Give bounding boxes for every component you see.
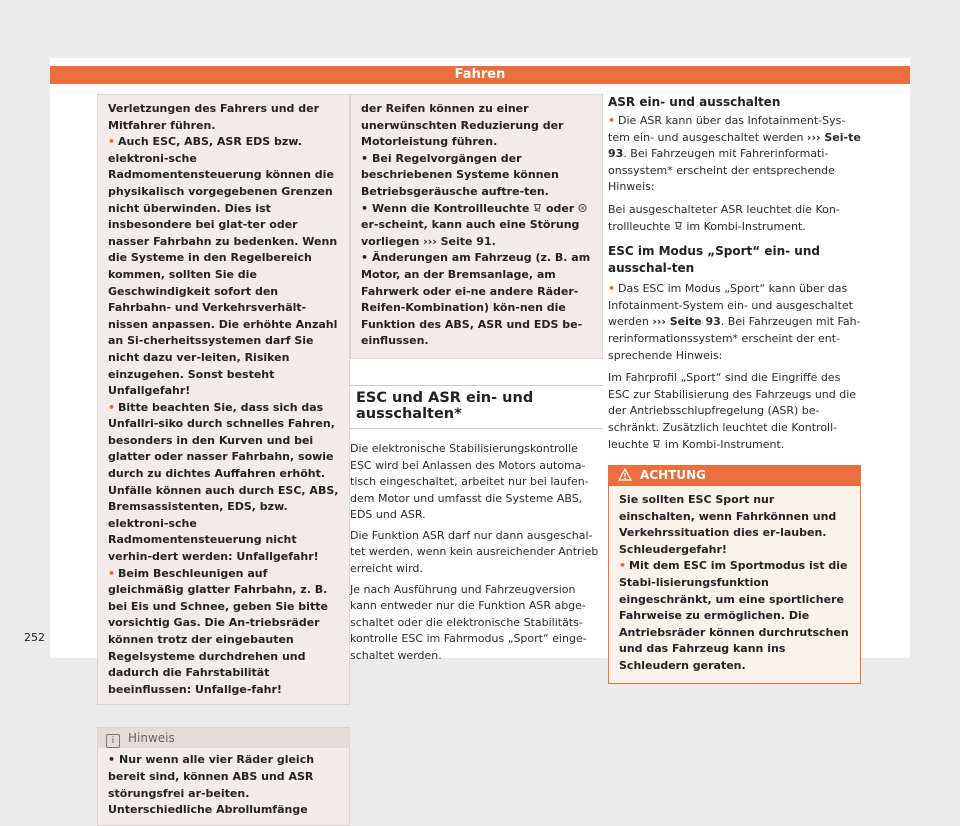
subheading: ESC im Modus „Sport“ ein- und ausschal-ten: [608, 244, 820, 276]
bullet-icon: •: [361, 251, 369, 265]
column-3: [608, 94, 861, 684]
page-link[interactable]: ››› Sei-te 93: [608, 130, 861, 161]
asr-off-icon: [674, 221, 683, 231]
paragraph: Bei ausgeschalteter ASR leuchtet die Kon-trollleuchte im Kombi-Instrument.: [608, 202, 840, 233]
hint-bullet: • Bei Regelvorgängen der beschriebenen Systeme können Betriebsgeräusche auftre-ten.: [361, 151, 559, 198]
warning-body: [608, 485, 861, 684]
warning-text: Sie sollten ESC Sport nur einschalten, wenn Fahrkönnen und Verkehrssituation dies er-lauben. Schleudergefahr!: [619, 493, 837, 556]
hint-header: i Hinweis: [98, 728, 349, 748]
subheading: ASR ein- und ausschalten: [608, 95, 781, 109]
abs-warning-icon: [578, 203, 587, 213]
bullet-icon: •: [108, 400, 116, 414]
paragraph: Im Fahrprofil „Sport“ sind die Eingriffe des ESC zur Stabilisierung des Fahrzeugs und die der Antriebsschlupfregelung (ASR) be-schränkt. Zusätzlich leuchtet die Kontroll-leuchte im Kombi-Instrument.: [608, 371, 857, 451]
warning-bullet: • Mit dem ESC im Sportmodus ist die Stabi-lisierungsfunktion eingeschränkt, um eine sportlichere Fahrweise zu ermöglichen. Die Antriebsräder können durchrutschen und das Fahrzeug kann ins Schleudern geraten.: [619, 559, 849, 673]
bullet-paragraph: • Die ASR kann über das Infotainment-Sys-tem ein- und ausgeschaltet werden ››› Sei-te 93. Bei Fahrzeugen mit Fahrerinformati-onssystem* erscheint der entsprechende Hinweis:: [608, 114, 861, 194]
warning-bullet: • Beim Beschleunigen auf gleichmäßig glatter Fahrbahn, z. B. bei Eis und Schnee, geben Sie bitte vorsichtig Gas. Die An-triebsräder können trotz der eingebauten Regelsysteme durchdrehen und dadurch die Fahrstabilität beeinflussen: Unfallge-fahr!: [108, 566, 328, 696]
warning-text: Verletzungen des Fahrers und der Mitfahrer führen.: [108, 102, 319, 132]
paragraph: Die elektronische Stabilisierungskontrolle ESC wird bei Anlassen des Motors automa-tisch eingeschaltet, arbeitet nur bei laufen-dem Motor und umfasst die Systeme ABS, EDS und ASR.: [350, 441, 589, 522]
esc-sport-icon: [652, 439, 661, 449]
paragraph: Je nach Ausführung und Fahrzeugversion kann entweder nur die Funktion ASR abge-schaltet oder die elektronische Stabilitäts-kontrolle ESC im Fahrmodus „Sport“ einge-schaltet werden.: [350, 582, 587, 663]
column-2: [350, 94, 603, 665]
hint-text: der Reifen können zu einer unerwünschten Reduzierung der Motorleistung führen.: [361, 102, 564, 149]
warning-triangle-icon: [618, 468, 632, 481]
bullet-icon: •: [608, 114, 616, 127]
page-link[interactable]: ››› Seite 91.: [423, 234, 496, 248]
page-link[interactable]: ››› Seite 93: [652, 315, 721, 329]
column-1: [97, 94, 350, 826]
bullet-icon: •: [108, 135, 116, 149]
warning-bullet: • Auch ESC, ABS, ASR EDS bzw. elektroni-sche Radmomentensteuerung können die physikalisch vorgegebenen Grenzen nicht überwinden. Dies ist insbesondere bei glat-ter oder nasser Fahrbahn zu bedenken. Wenn die Systeme in den Regelbereich kommen, sollten Sie die Geschwindigkeit sofort den Fahrbahn- und Verkehrsverhält-nissen anpassen. Die erhöhte Anzahl an Si-cherheitssystemen darf Sie nicht dazu ver-leiten, Risiken einzugehen. Sonst besteht Unfallgefahr!: [108, 135, 338, 398]
warning-continuation-box: [97, 94, 350, 705]
hint-bullet: • Änderungen am Fahrzeug (z. B. am Motor, an der Bremsanlage, am Fahrwerk oder ei-ne andere Räder-Reifen-Kombination) kön-nen die Funktion des ABS, ASR und EDS be-einflussen.: [361, 251, 591, 348]
hint-bullet: • Wenn die Kontrollleuchte oder er-scheint, kann auch eine Störung vorliegen ››› Seite 91.: [361, 201, 592, 251]
bullet-icon: •: [361, 201, 369, 215]
info-icon: i: [106, 734, 120, 748]
warning-bullet: • Bitte beachten Sie, dass sich das Unfallri-siko durch schnelles Fahren, besonders in den Kurven und bei glatter oder nasser Fahrbahn, sowie durch zu dichtes Auffahren erhöht. Unfälle können auch durch ESC, ABS, Bremsassistenten, EDS, bzw. elektroni-sche Radmomentensteuerung nicht verhin-dert werden: Unfallgefahr!: [108, 400, 339, 564]
bullet-icon: •: [608, 282, 616, 296]
esc-warning-icon: [533, 203, 542, 213]
paragraph: Die Funktion ASR darf nur dann ausgeschal-tet werden, wenn kein ausreichender Antrieb erreicht wird.: [350, 528, 599, 576]
bullet-paragraph: • Das ESC im Modus „Sport“ kann über das Infotainment-System ein- und ausgeschaltet werden ››› Seite 93. Bei Fahrzeugen mit Fah-rerinformationssystem* erscheint der ent-sprechende Hinweis:: [608, 282, 861, 362]
bullet-icon: •: [619, 559, 627, 573]
hint-continuation-box: [350, 94, 603, 359]
hint-bullet: • Nur wenn alle vier Räder gleich bereit sind, können ABS und ASR störungsfrei ar-beiten. Unterschiedliche Abrollumfänge: [108, 753, 315, 817]
section-title: ESC und ASR ein- und ausschalten*: [350, 385, 603, 429]
bullet-icon: •: [108, 753, 116, 767]
warning-box: [608, 465, 861, 684]
warning-header: ACHTUNG: [608, 465, 861, 485]
page-header: Fahren: [50, 66, 910, 84]
bullet-icon: •: [108, 566, 116, 580]
bullet-icon: •: [361, 151, 369, 165]
page-number: 252: [24, 631, 45, 644]
hint-box: [97, 727, 350, 825]
